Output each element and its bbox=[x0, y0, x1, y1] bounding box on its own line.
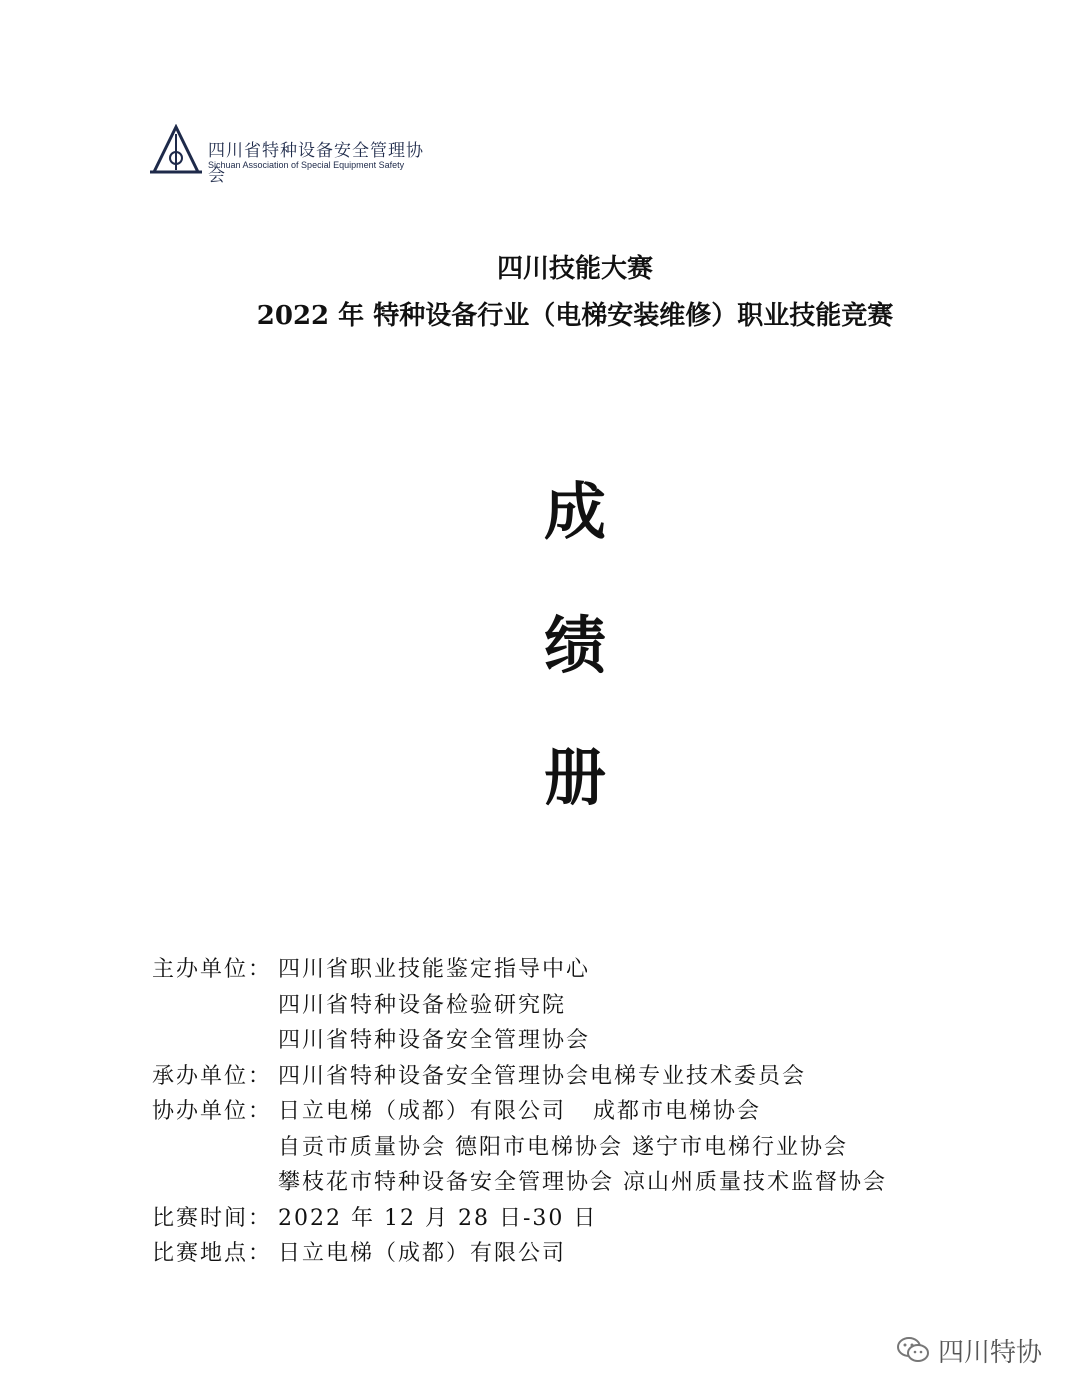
association-logo bbox=[150, 124, 430, 186]
event-time: 2022 年 12 月 28 日-30 日 bbox=[278, 1205, 598, 1231]
host-row-3 bbox=[152, 1023, 887, 1059]
title-line-2: 2022 年 特种设备行业（电梯安装维修）职业技能竞赛 bbox=[256, 301, 894, 331]
event-info bbox=[152, 952, 887, 1272]
organizer-row bbox=[152, 1059, 887, 1095]
host-row-2 bbox=[152, 988, 887, 1024]
coorganizer-2: 自贡市质量协会 德阳市电梯协会 遂宁市电梯行业协会 bbox=[278, 1134, 848, 1160]
title-line-1: 四川技能大赛 bbox=[496, 254, 653, 284]
coorganizer-row-3 bbox=[152, 1165, 887, 1201]
place-row bbox=[152, 1236, 887, 1272]
coorganizer-row-1 bbox=[152, 1094, 887, 1130]
place-label: 比赛地点： bbox=[152, 1241, 273, 1266]
host-label: 主办单位： bbox=[152, 957, 273, 982]
association-name-en: Sichuan Association of Special Equipment Safety bbox=[208, 160, 405, 170]
big-title-char-3: 册 bbox=[543, 741, 606, 814]
host-3: 四川省特种设备安全管理协会 bbox=[278, 1028, 591, 1053]
host-row-1 bbox=[152, 952, 887, 988]
coorganizer-label: 协办单位： bbox=[152, 1099, 273, 1124]
host-2: 四川省特种设备检验研究院 bbox=[278, 992, 567, 1018]
coorganizer-row-2 bbox=[152, 1130, 887, 1166]
host-1: 四川省职业技能鉴定指导中心 bbox=[278, 957, 591, 982]
organizer: 四川省特种设备安全管理协会电梯专业技术委员会 bbox=[278, 1063, 807, 1089]
big-title-char-2: 绩 bbox=[543, 609, 606, 682]
coorganizer-1: 日立电梯（成都）有限公司 成都市电梯协会 bbox=[278, 1099, 761, 1124]
event-place: 日立电梯（成都）有限公司 bbox=[278, 1241, 567, 1266]
watermark-text: 四川特协 bbox=[938, 1337, 1043, 1368]
association-emblem-icon bbox=[150, 124, 202, 176]
time-label: 比赛时间： bbox=[152, 1205, 273, 1231]
coorganizer-3: 攀枝花市特种设备安全管理协会 凉山州质量技术监督协会 bbox=[278, 1170, 887, 1195]
association-name-cn: 四川省特种设备安全管理协会 bbox=[208, 141, 424, 186]
watermark bbox=[896, 1330, 1042, 1370]
time-row bbox=[152, 1201, 887, 1237]
organizer-label: 承办单位： bbox=[152, 1063, 273, 1089]
wechat-icon bbox=[896, 1335, 930, 1365]
big-title-char-1: 成 bbox=[543, 475, 606, 548]
